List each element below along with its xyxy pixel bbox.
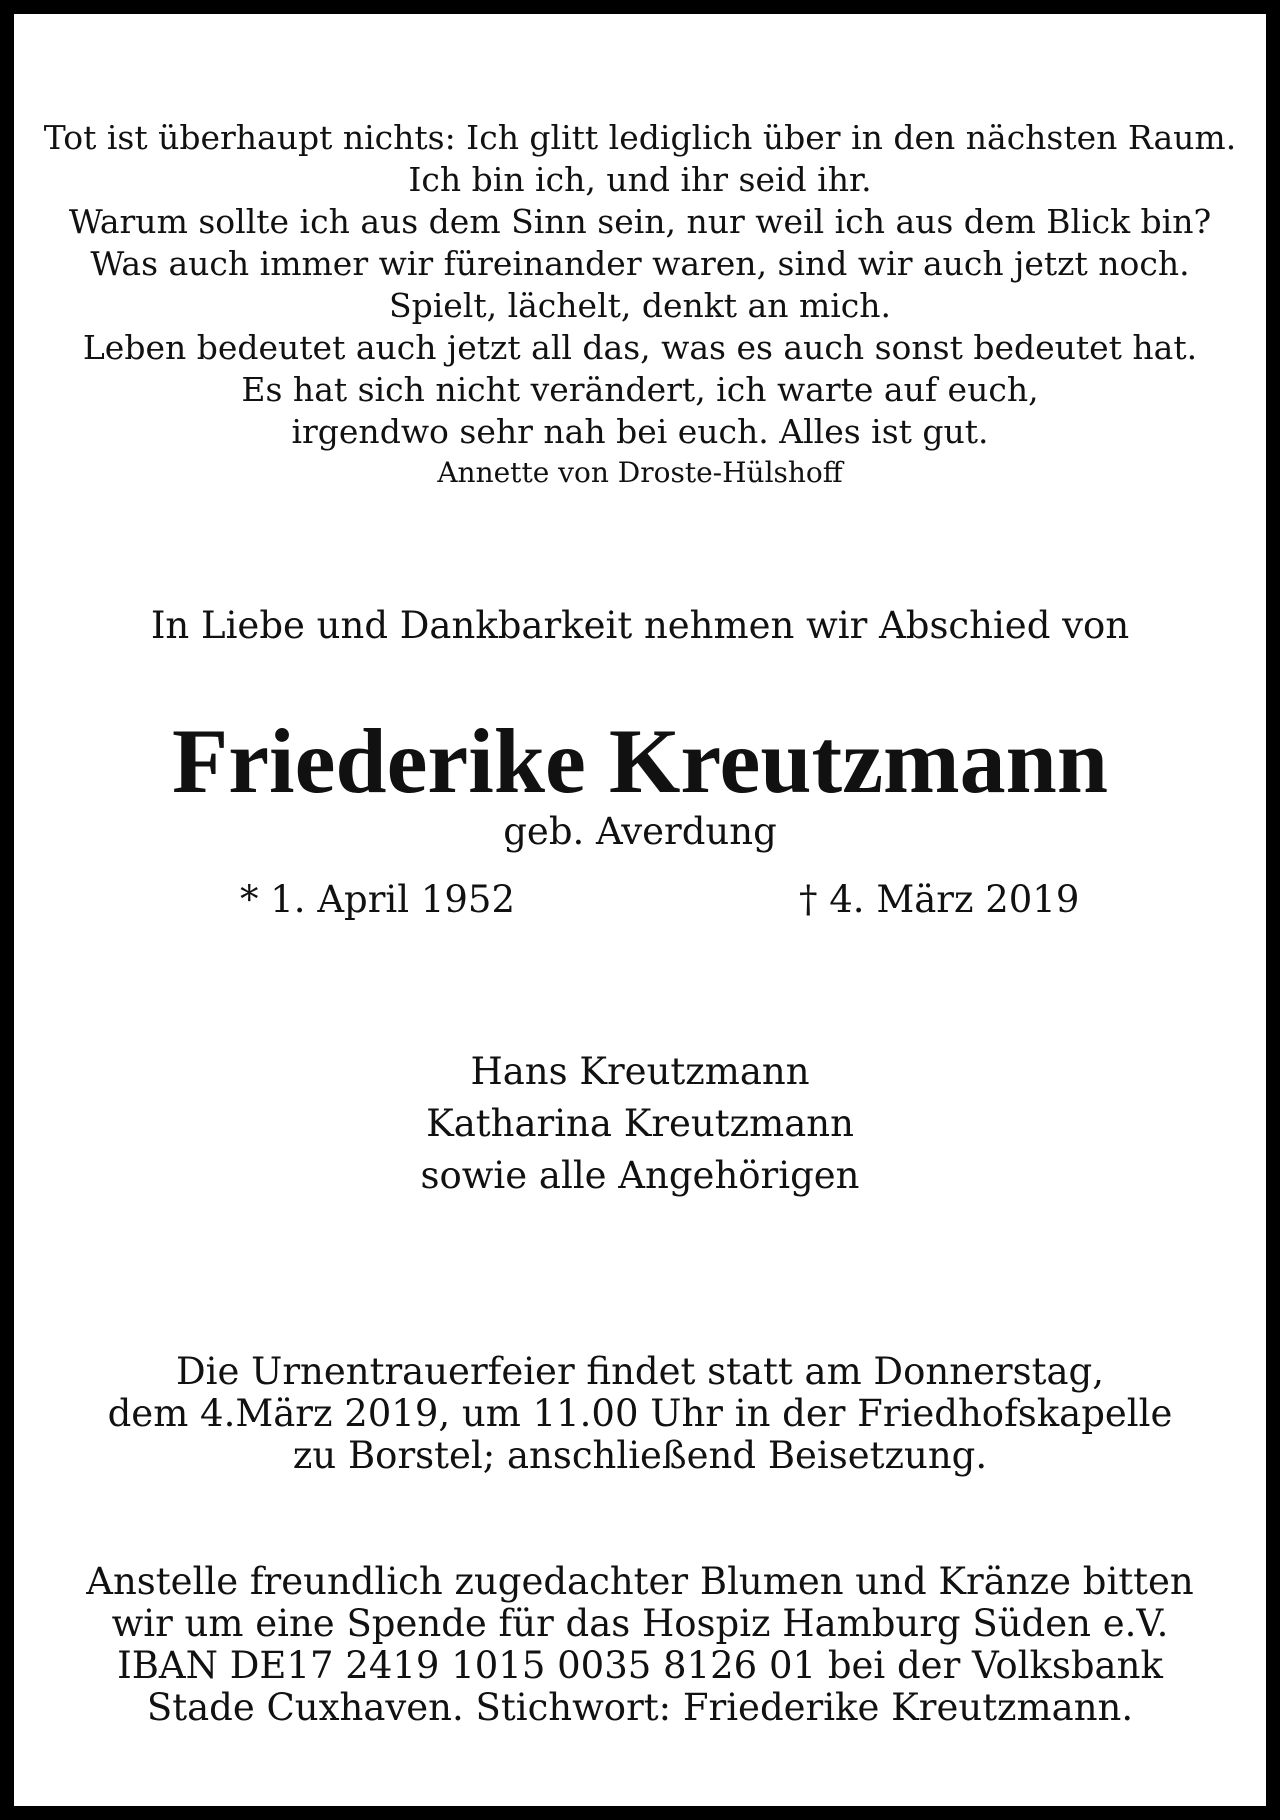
deceased-name <box>28 706 1252 816</box>
poem-author: Annette von Droste-Hülshoff <box>437 456 843 489</box>
ceremony-line: dem 4.März 2019, um 11.00 Uhr in der Friedhofskapelle <box>107 1392 1173 1435</box>
donation-line: Anstelle freundlich zugedachter Blumen und Kränze bitten <box>86 1560 1194 1603</box>
mourner-name: Hans Kreutzmann <box>470 1050 810 1093</box>
mourner-name: sowie alle Angehörigen <box>420 1154 860 1197</box>
birth-name <box>28 808 1252 856</box>
poem-line: irgendwo sehr nah bei euch. Alles ist gut. <box>291 412 989 451</box>
deceased-name-text: Friederike Kreutzmann <box>172 710 1108 812</box>
life-dates <box>14 878 1266 928</box>
donation-line: IBAN DE17 2419 1015 0035 8126 01 bei der Volksbank <box>117 1644 1163 1687</box>
donation-line: wir um eine Spende für das Hospiz Hamburg Süden e.V. <box>111 1602 1169 1645</box>
poem-line: Warum sollte ich aus dem Sinn sein, nur weil ich aus dem Blick bin? <box>68 202 1212 241</box>
birth-date: * 1. April 1952 <box>240 878 516 921</box>
birth-name-text: geb. Averdung <box>503 810 777 853</box>
farewell-intro-text: In Liebe und Dankbarkeit nehmen wir Abschied von <box>150 604 1130 647</box>
poem-line: Tot ist überhaupt nichts: Ich glitt lediglich über in den nächsten Raum. <box>43 118 1237 157</box>
poem <box>28 117 1252 493</box>
farewell-intro <box>28 602 1252 650</box>
poem-line: Es hat sich nicht verändert, ich warte auf euch, <box>241 370 1039 409</box>
poem-line: Ich bin ich, und ihr seid ihr. <box>408 160 872 199</box>
poem-line: Leben bedeutet auch jetzt all das, was es auch sonst bedeutet hat. <box>82 328 1198 367</box>
poem-line: Spielt, lächelt, denkt an mich. <box>388 286 892 325</box>
ceremony-info <box>28 1351 1252 1477</box>
ceremony-line: zu Borstel; anschließend Beisetzung. <box>292 1434 988 1477</box>
donation-request <box>28 1561 1252 1729</box>
death-date: † 4. März 2019 <box>799 878 1080 921</box>
ceremony-line: Die Urnentrauerfeier findet statt am Donnerstag, <box>176 1350 1104 1393</box>
donation-line: Stade Cuxhaven. Stichwort: Friederike Kreutzmann. <box>146 1686 1134 1729</box>
poem-line: Was auch immer wir füreinander waren, sind wir auch jetzt noch. <box>90 244 1190 283</box>
mourners-list <box>28 1046 1252 1202</box>
mourner-name: Katharina Kreutzmann <box>426 1102 854 1145</box>
